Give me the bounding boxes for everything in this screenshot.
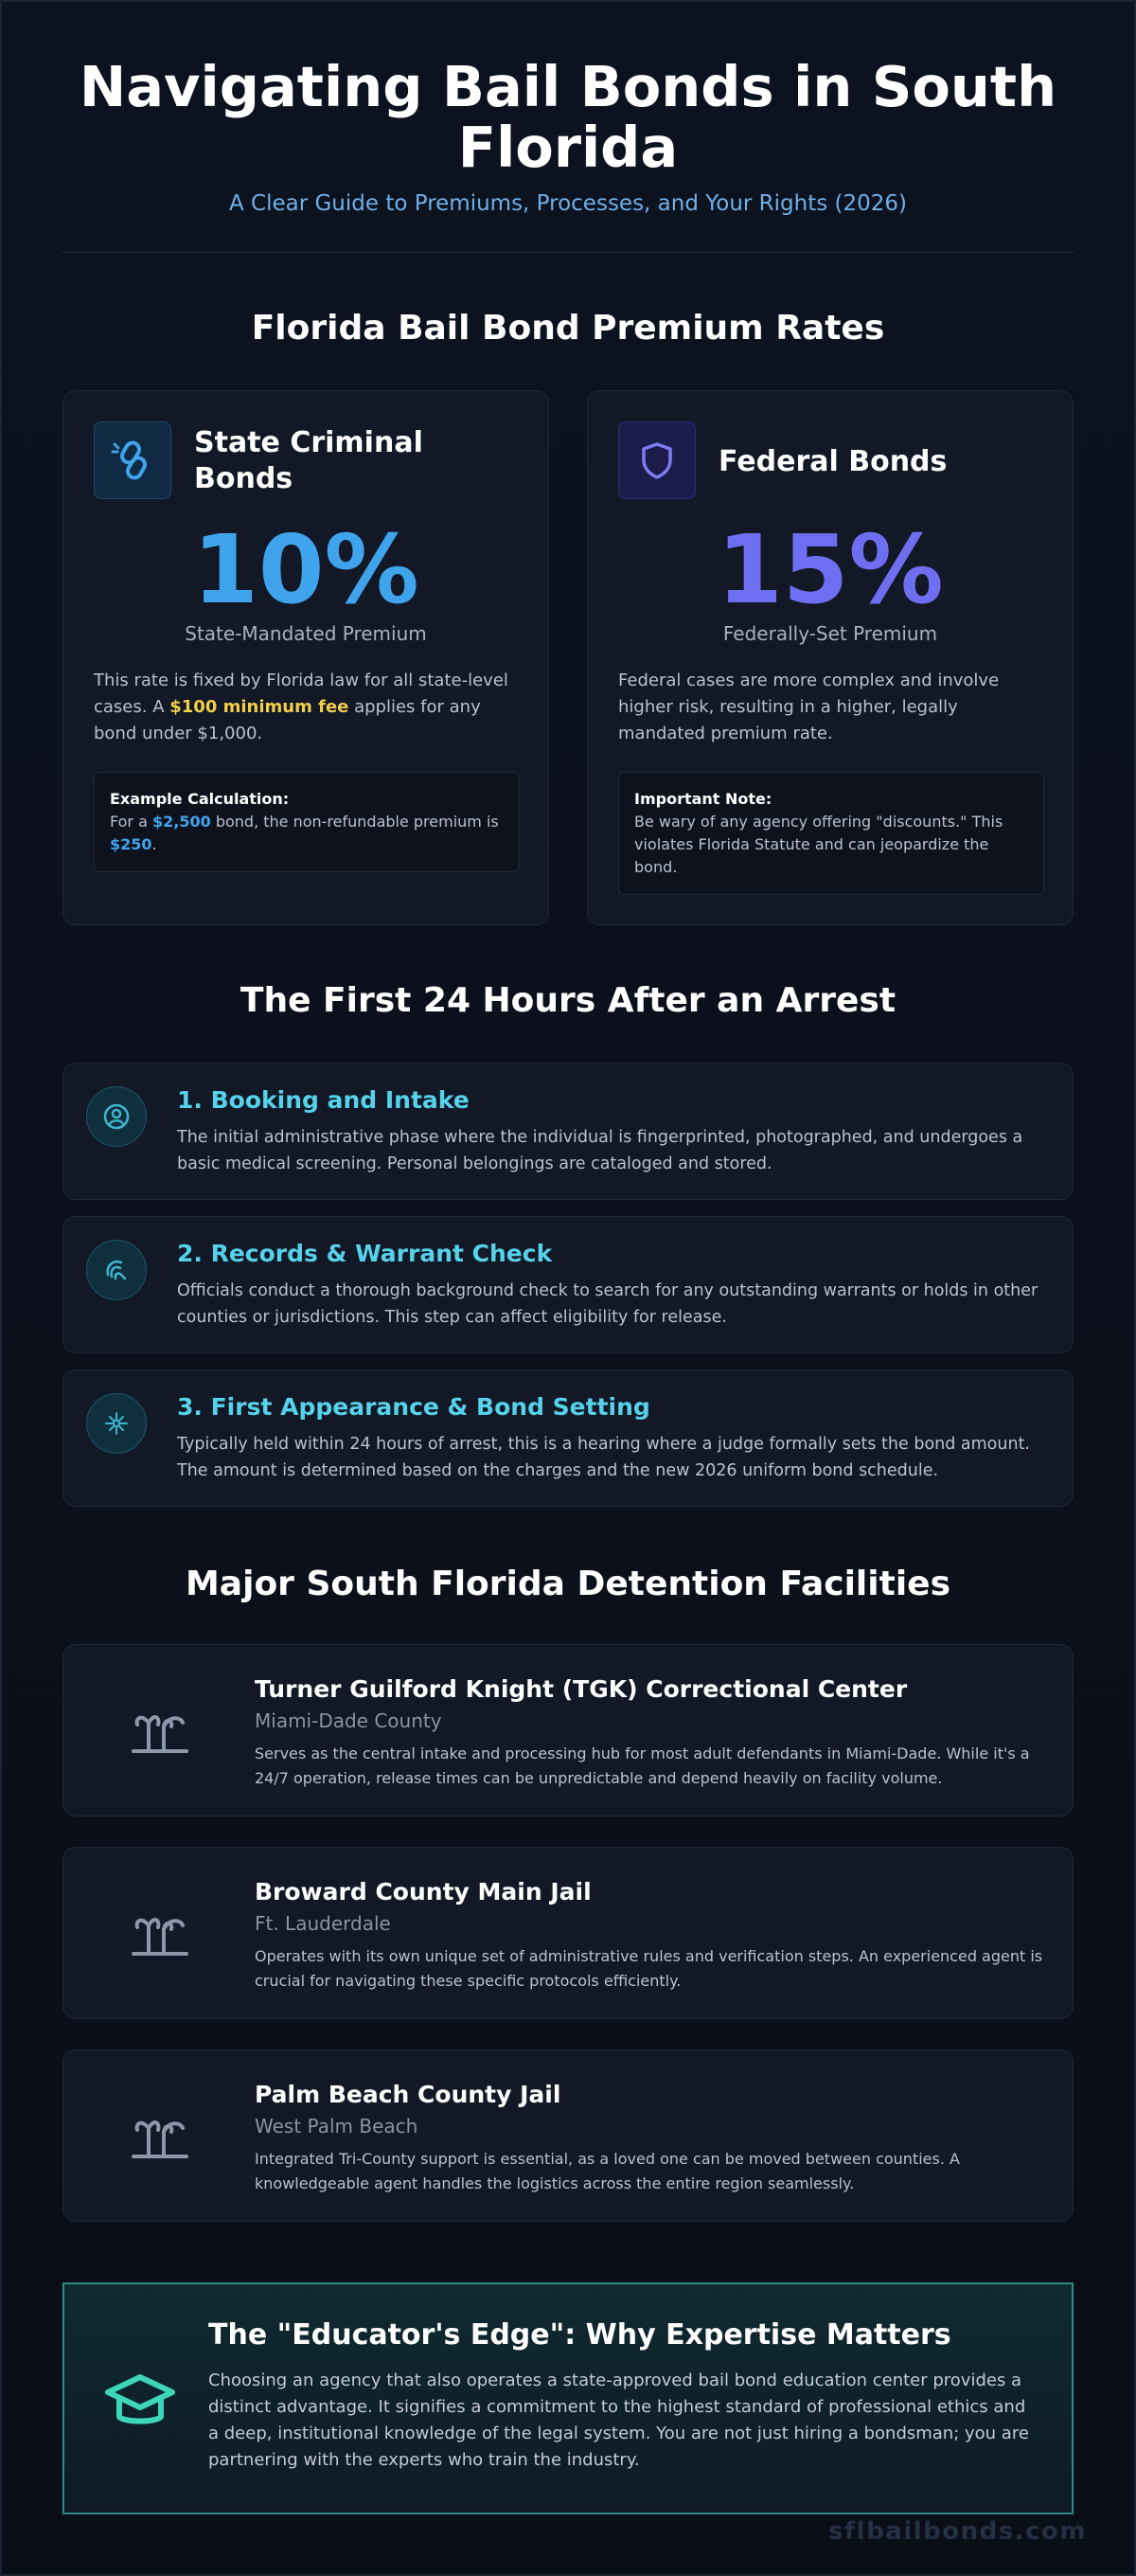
facility-location: Miami-Dade County bbox=[255, 1709, 442, 1732]
educator-edge-callout bbox=[62, 2282, 1074, 2514]
facility-location: Ft. Lauderdale bbox=[255, 1912, 391, 1935]
facility-card bbox=[62, 1644, 1074, 1816]
federal-bond-description: Federal cases are more complex and involve higher risk, resulting in a higher, legally mandated premium rate. bbox=[618, 671, 1000, 743]
fingerprint-icon bbox=[86, 1240, 147, 1300]
facility-name: Turner Guilford Knight (TGK) Correctional Center bbox=[255, 1675, 908, 1703]
shield-icon bbox=[618, 421, 696, 499]
facility-description: Operates with its own unique set of administrative rules and verification steps. An experienced agent is crucial for navigating these specific protocols efficiently. bbox=[255, 1947, 1043, 1990]
state-bond-card bbox=[62, 390, 549, 925]
premium-amount-highlight: $250 bbox=[110, 835, 152, 853]
facility-location: West Palm Beach bbox=[255, 2115, 418, 2138]
step-description: Officials conduct a thorough background check to search for any outstanding warrants or holds in other counties or jurisdictions. This step can affect eligibility for release. bbox=[177, 1281, 1038, 1327]
link-icon bbox=[94, 421, 171, 499]
facility-name: Palm Beach County Jail bbox=[255, 2081, 561, 2108]
header-divider bbox=[62, 252, 1074, 253]
step-description: Typically held within 24 hours of arrest, this is a hearing where a judge formally sets the bond amount. The amount is determined based on the charges and the new 2026 uniform bond schedule. bbox=[177, 1435, 1030, 1480]
federal-bond-title: Federal Bonds bbox=[719, 445, 948, 478]
important-note: Important Note: Be wary of any agency offering "discounts." This violates Florida Statute and can jeopardize the bond. bbox=[618, 772, 1044, 895]
timeline-step bbox=[62, 1063, 1074, 1200]
note-title: Important Note: bbox=[634, 790, 772, 808]
step-title: 1. Booking and Intake bbox=[177, 1086, 470, 1114]
facilities-section-title: Major South Florida Detention Facilities bbox=[185, 1565, 950, 1603]
step-description: The initial administrative phase where the individual is fingerprinted, photographed, and undergoes a basic medical screening. Personal belongings are cataloged and stored. bbox=[177, 1128, 1023, 1173]
facility-card bbox=[62, 2049, 1074, 2222]
federal-bond-percent: 15% bbox=[717, 514, 944, 625]
timeline-step bbox=[62, 1216, 1074, 1353]
user-circle-icon bbox=[86, 1086, 147, 1147]
timeline-step bbox=[62, 1369, 1074, 1507]
step-title: 3. First Appearance & Bond Setting bbox=[177, 1393, 650, 1421]
palm-tree-icon bbox=[132, 1912, 188, 1958]
page-subtitle: A Clear Guide to Premiums, Processes, and Your Rights (2026) bbox=[228, 191, 908, 216]
facility-description: Serves as the central intake and processing hub for most adult defendants in Miami-Dade. While it's a 24/7 operation, release times can be unpredictable and depend heavily on facility volume. bbox=[255, 1744, 1030, 1787]
bond-amount-highlight: $2,500 bbox=[151, 813, 211, 831]
state-bond-percent: 10% bbox=[192, 514, 419, 625]
educator-title: The "Educator's Edge": Why Expertise Matters bbox=[208, 2318, 951, 2352]
step-title: 2. Records & Warrant Check bbox=[177, 1240, 553, 1267]
timeline-section-title: The First 24 Hours After an Arrest bbox=[240, 981, 896, 1020]
example-calculation-note: Example Calculation: For a $2,500 bond, the non-refundable premium is $250. bbox=[94, 772, 520, 872]
state-bond-label: State-Mandated Premium bbox=[185, 622, 427, 645]
palm-tree-icon bbox=[132, 2115, 188, 2160]
premium-section-title: Florida Bail Bond Premium Rates bbox=[251, 309, 885, 348]
site-watermark: sflbailbonds.com bbox=[828, 2517, 1087, 2546]
educator-description: Choosing an agency that also operates a state-approved bail bond education center provides a distinct advantage. It signifies a commitment to the highest standard of professional ethics and a deep, institutional knowledge of the legal system. You are not just hiring a bondsman; you are partnering with the experts who train the industry. bbox=[208, 2370, 1029, 2470]
facility-card bbox=[62, 1847, 1074, 2019]
minimum-fee-highlight: $100 minimum fee bbox=[169, 697, 349, 717]
state-bond-description: This rate is fixed by Florida law for all state-level cases. A $100 minimum fee applies for any bond under $1,000. bbox=[94, 671, 508, 743]
note-title: Example Calculation: bbox=[110, 790, 290, 808]
federal-bond-label: Federally-Set Premium bbox=[722, 622, 938, 645]
facility-name: Broward County Main Jail bbox=[255, 1878, 592, 1905]
page-title: Navigating Bail Bonds in South Florida bbox=[79, 54, 1057, 180]
federal-bond-card bbox=[587, 390, 1074, 925]
palm-tree-icon bbox=[132, 1709, 188, 1755]
facility-description: Integrated Tri-County support is essential, as a loved one can be moved between counties. A knowledgeable agent handles the logistics across the entire region seamlessly. bbox=[255, 2150, 960, 2192]
state-bond-title: State Criminal Bonds bbox=[194, 426, 423, 495]
gavel-icon bbox=[86, 1393, 147, 1454]
graduation-cap-icon bbox=[102, 2370, 178, 2430]
